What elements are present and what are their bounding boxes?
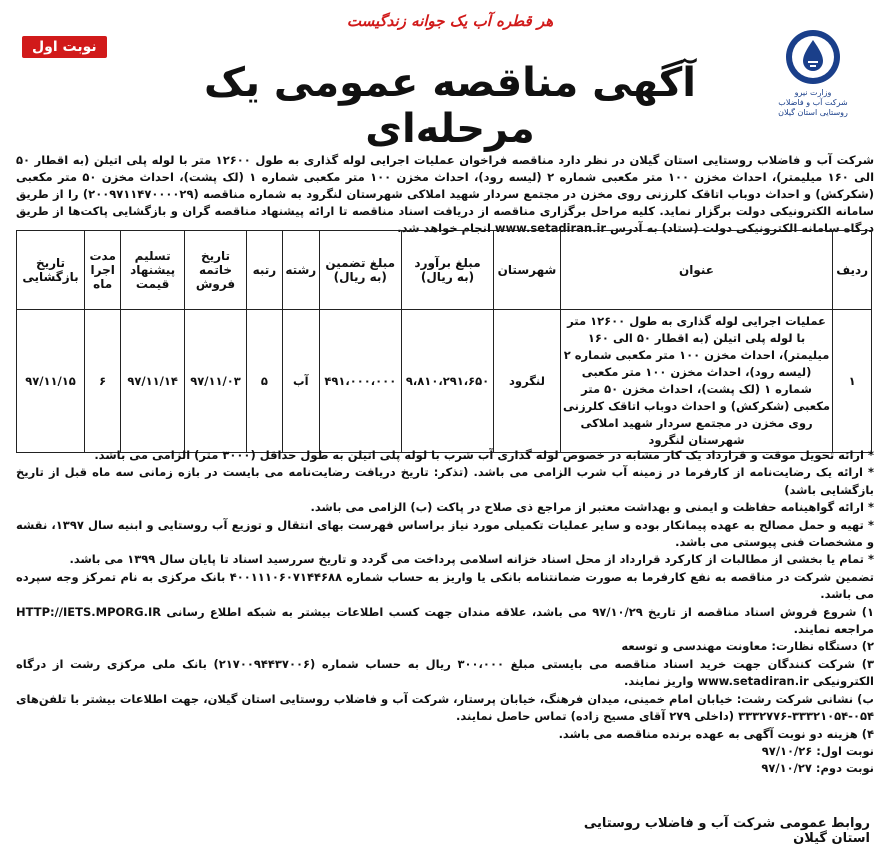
intro-paragraph: شرکت آب و فاضلاب روستایی استان گیلان در نظر دارد مناقصه فراخوان عملیات اجرایی لوله گذاری به طول ۱۲۶۰۰ متر با لوله پلی اتیلن (به اقطار ۵۰ الی ۱۶۰ میلیمتر)، احداث مخزن ۱۰۰ متر مکعبی شماره ۲ (لیسه رود)، احداث مخزن ۱۰۰ متر مکعبی شماره ۱ (لک پشت)، احداث مخزن ۵۰ متر مکعبی (شکرکش) و احداث دوباب اتاقک کلرزنی روی مخزن در مجتمع سردار شهید املاکی شهرستان لنگرود به شماره مناقصه (۲۰۰۹۷۱۱۴۷۰۰۰۰۲۹) را از طریق سامانه الکترونیکی دولت برگزار نماید. کلیه مراحل برگزاری مناقصه از دریافت اسناد مناقصه تا ارائه پیشنهاد مناقصه گران و بازگشایی پاکت‌ها از طریق درگاه سامانه الکترونیکی دولت (ستاد) به آدرس www.setadiran.ir انجام خواهد شد. bbox=[16, 153, 875, 235]
tender-table bbox=[16, 230, 872, 453]
table-row bbox=[17, 310, 872, 453]
header-guarantee: مبلغ تضمین (به ریال) bbox=[319, 231, 401, 310]
cell-city: لنگرود bbox=[494, 310, 561, 453]
logo-line-1: وزارت نیرو bbox=[794, 88, 832, 97]
publish-date-first: نوبت اول: ۹۷/۱۰/۲۶ bbox=[761, 743, 874, 758]
footer-signature: روابط عمومی شرکت آب و فاضلاب روستایی استان گیلان bbox=[583, 816, 870, 846]
company-logo bbox=[768, 28, 858, 138]
cell-submit: ۹۷/۱۱/۱۴ bbox=[121, 310, 185, 453]
condition-item: ۱) شروع فروش اسناد مناقصه از تاریخ ۹۷/۱۰/۲۹ می باشد، علاقه مندان جهت کسب اطلاعات بیشتر به شبکه اطلاع رسانی HTTP://IETS.MPORG.IR مراجعه نمایند. bbox=[16, 604, 874, 637]
condition-item: * تمام یا بخشی از مطالبات از کارکرد قرارداد از محل اسناد خزانه اسلامی پرداخت می گردد و تاریخ سررسید اسناد تا پایان سال ۱۳۹۹ می باشد. bbox=[69, 552, 874, 567]
header-sale-end: تاریخ خاتمه فروش bbox=[185, 231, 247, 310]
water-drop-logo-icon bbox=[784, 28, 842, 86]
logo-line-3: روستایی استان گیلان bbox=[778, 108, 848, 117]
condition-item: ۲) دستگاه نظارت: معاونت مهندسی و توسعه bbox=[621, 639, 874, 654]
cell-field: آب bbox=[282, 310, 319, 453]
header-grade: رتبه bbox=[246, 231, 282, 310]
cell-opening: ۹۷/۱۱/۱۵ bbox=[17, 310, 85, 453]
header-duration: مدت اجرا ماه bbox=[85, 231, 121, 310]
cell-duration: ۶ bbox=[85, 310, 121, 453]
cell-guarantee: ۴۹۱،۰۰۰،۰۰۰ bbox=[319, 310, 401, 453]
header-opening: تاریخ بازگشایی bbox=[17, 231, 85, 310]
header-row-number: ردیف bbox=[833, 231, 872, 310]
header-city: شهرستان bbox=[494, 231, 561, 310]
cell-subject: عملیات اجرایی لوله گذاری به طول ۱۲۶۰۰ متر با لوله پلی اتیلن (به اقطار ۵۰ الی ۱۶۰ میلیمتر)، احداث مخزن ۱۰۰ متر مکعبی شماره ۲ (لیسه رود)، احداث مخزن ۱۰۰ متر مکعبی شماره ۱ (لک پشت)، احداث مخزن ۵۰ متر مکعبی (شکرکش) و احداث دوباب اتاقک کلرزنی روی مخزن در مجتمع سردار شهید املاکی شهرستان لنگرود bbox=[560, 310, 833, 453]
publish-date-second: نوبت دوم: ۹۷/۱۰/۲۷ bbox=[761, 761, 874, 776]
condition-item: تضمین شرکت در مناقصه به نفع کارفرما به صورت ضمانتنامه بانکی یا واریز به حساب شماره ۴۰۰۱۱۱۰۶۰۷۱۴۴۶۸۸ بانک مرکزی به نام تمرکز وجه سپرده می باشد. bbox=[16, 569, 874, 602]
page-title: آگهی مناقصه عمومی یک مرحله‌ای bbox=[203, 60, 697, 152]
slogan: هر قطره آب یک جوانه زندگیست bbox=[346, 12, 554, 30]
header-field: رشته bbox=[282, 231, 319, 310]
condition-item: ب) نشانی شرکت رشت: خیابان امام خمینی، میدان فرهنگ، خیابان پرستار، شرکت آب و فاضلاب روستایی استان گیلان، جهت اطلاعات بیشتر با تلفن‌های ۰۵۴-۳۳۳۲۱۰۵۴-۳۳۳۲۷۷۶ (داخلی ۲۷۹ آقای مسیح زاده) تماس حاصل نمایند. bbox=[16, 691, 874, 724]
cell-grade: ۵ bbox=[246, 310, 282, 453]
first-round-badge: نوبت اول bbox=[22, 36, 107, 58]
cell-estimate: ۹،۸۱۰،۲۹۱،۶۵۰ bbox=[401, 310, 493, 453]
header-subject: عنوان bbox=[560, 231, 833, 310]
condition-item: * تهیه و حمل مصالح به عهده پیمانکار بوده و سایر عملیات تکمیلی مورد نیاز براساس فهرست بهای انتقال و توزیع آب روستایی و ابنیه سال ۱۳۹۷، نقشه و مشخصات فنی پیوستی می باشد. bbox=[16, 517, 874, 550]
header-submit: تسلیم پیشنهاد قیمت bbox=[121, 231, 185, 310]
condition-item: * ارائه یک رضایت‌نامه از کارفرما در زمینه آب شرب الزامی می باشد. (تذکر: تاریخ دریافت رضایت‌نامه می بایست در بازه زمانی سه ماه قبل از تاریخ بازگشایی باشد) bbox=[16, 465, 874, 497]
cell-row-number: ۱ bbox=[833, 310, 872, 453]
condition-item: ۳) شرکت کنندگان جهت خرید اسناد مناقصه می بایستی مبلغ ۳۰۰،۰۰۰ ریال به حساب شماره (۲۱۷۰۰۹۴۴۳۷۰۰۶) بانک ملی مرکزی رشت از درگاه الکترونیکی www.setadiran.ir واریز نمایند. bbox=[16, 656, 874, 689]
table-header-row bbox=[17, 231, 872, 310]
condition-item: * ارائه تحویل موقت و قرارداد یک کار مشابه در خصوص لوله گذاری آب شرب با لوله پلی اتیلن به طول حداقل (۳۰۰۰ متر) الزامی می باشد. bbox=[94, 448, 874, 462]
header-estimate: مبلغ برآورد (به ریال) bbox=[401, 231, 493, 310]
condition-item: * ارائه گواهینامه حفاظت و ایمنی و بهداشت معتبر از مراجع ذی صلاح در پاکت (ب) الزامی می باشد. bbox=[310, 500, 874, 515]
cell-sale-end: ۹۷/۱۱/۰۳ bbox=[185, 310, 247, 453]
condition-item: ۴) هزینه دو نوبت آگهی به عهده برنده مناقصه می باشد. bbox=[558, 726, 874, 741]
logo-line-2: شرکت آب و فاضلاب bbox=[778, 98, 848, 107]
conditions-list bbox=[16, 447, 874, 778]
